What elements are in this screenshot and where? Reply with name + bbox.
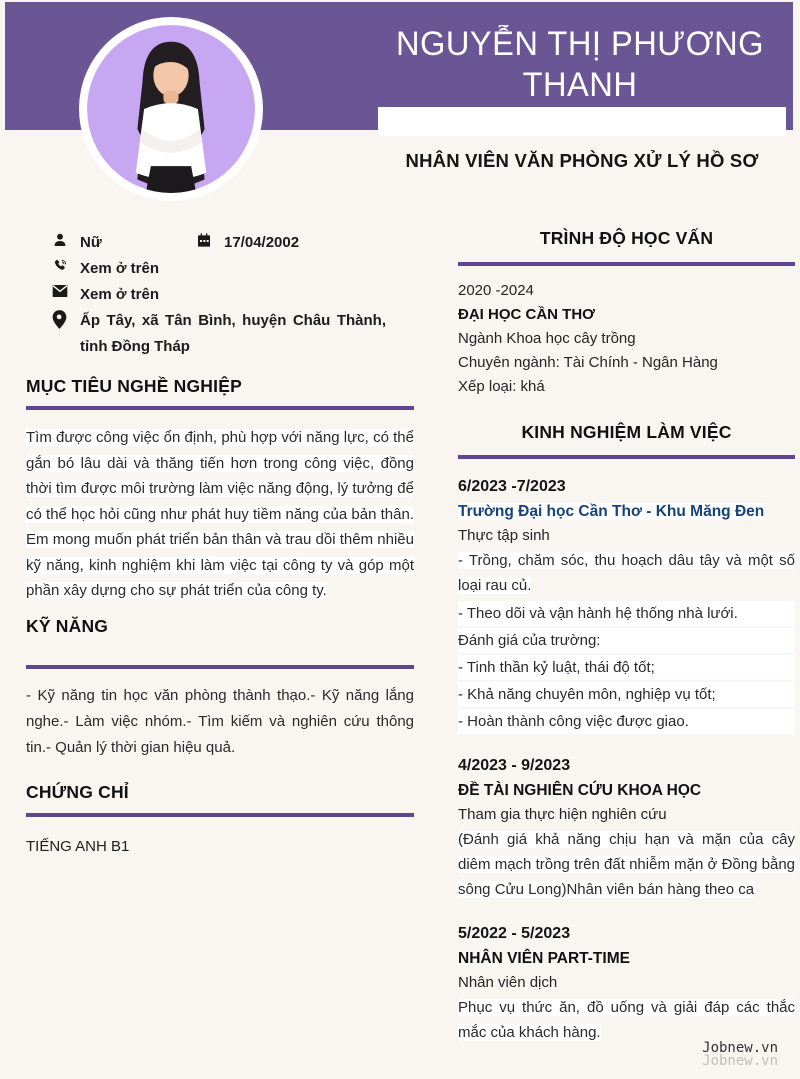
experience-organization: ĐỀ TÀI NGHIÊN CỨU KHOA HỌC — [458, 782, 702, 799]
job-title: NHÂN VIÊN VĂN PHÒNG XỬ LÝ HỒ SƠ — [405, 150, 759, 171]
experience-role: Nhân viên dịch — [458, 974, 558, 991]
experience-detail: Phục vụ thức ăn, đồ uống và giải đáp các thắc mắc của khách hàng. — [458, 999, 795, 1041]
birthday-value: 17/04/2002 — [224, 234, 300, 251]
avatar-photo — [87, 25, 255, 193]
experience-organization: NHÂN VIÊN PART-TIME — [458, 950, 630, 967]
experience-organization-link[interactable]: Trường Đại học Cần Thơ - Khu Măng Đen — [458, 503, 765, 520]
certificate-text: TIẾNG ANH B1 — [26, 837, 130, 855]
experience-period: 4/2023 - 9/2023 — [458, 757, 571, 774]
section-title-certificates: CHỨNG CHỈ — [26, 781, 129, 802]
mail-icon — [52, 282, 80, 298]
info-row-phone — [52, 256, 414, 282]
header-name — [380, 24, 779, 106]
education-period: 2020 -2024 — [458, 282, 534, 299]
detail-line: - Hoàn thành công việc được giao. — [458, 709, 795, 734]
watermark-text: Jobnew.vn — [702, 1040, 778, 1056]
watermark — [702, 1042, 778, 1068]
avatar-illustration — [87, 25, 255, 193]
experience-detail-block — [458, 601, 795, 734]
name-line-2: THANH — [522, 66, 638, 104]
experience-entry — [458, 753, 795, 902]
education-school: ĐẠI HỌC CẦN THƠ — [458, 306, 595, 323]
watermark-shadow-text: Jobnew.vn — [702, 1053, 778, 1069]
calendar-icon — [196, 230, 224, 248]
email-value: Xem ở trên — [80, 286, 160, 303]
section-title-education: TRÌNH ĐỘ HỌC VẤN — [539, 228, 714, 248]
section-divider — [26, 665, 414, 669]
detail-line: Đánh giá của trường: — [458, 628, 795, 653]
address-value: Ấp Tây, xã Tân Bình, huyện Châu Thành, tỉnh Đồng Tháp — [80, 312, 386, 355]
experience-role: Thực tập sinh — [458, 527, 550, 544]
education-specialization: Chuyên ngành: Tài Chính - Ngân Hàng — [458, 354, 718, 371]
section-divider — [26, 813, 414, 817]
header-white-box — [378, 107, 786, 136]
experience-role: Tham gia thực hiện nghiên cứu — [458, 806, 667, 823]
info-row-gender-birthday — [52, 230, 414, 256]
detail-line: - Tinh thần kỷ luật, thái độ tốt; — [458, 655, 795, 680]
section-title-objective: MỤC TIÊU NGHỀ NGHIỆP — [26, 376, 242, 396]
skills-text: - Kỹ năng tin học văn phòng thành thạo.- Kỹ năng lắng nghe.- Làm việc nhóm.- Tìm kiếm và nghiên cứu thông tin.- Quản lý thời gian hiệu quả. — [26, 686, 414, 756]
section-title-experience: KINH NGHIỆM LÀM VIỆC — [521, 422, 732, 442]
phone-value: Xem ở trên — [80, 260, 160, 277]
info-row-address — [52, 308, 414, 360]
location-icon — [52, 308, 80, 329]
phone-icon — [52, 256, 80, 274]
person-icon — [52, 230, 80, 248]
name-line-1: NGUYỄN THỊ PHƯƠNG — [395, 25, 765, 63]
experience-entry — [458, 921, 795, 1045]
education-entry — [458, 279, 795, 399]
gender-value: Nữ — [80, 234, 102, 251]
right-column — [458, 228, 795, 1045]
detail-line: - Theo dõi và vận hành hệ thống nhà lưới. — [458, 601, 795, 626]
experience-period: 5/2022 - 5/2023 — [458, 925, 571, 942]
experience-period: 6/2023 -7/2023 — [458, 478, 566, 495]
section-divider — [26, 406, 414, 410]
personal-info — [26, 230, 414, 360]
section-title-skills: KỸ NĂNG — [26, 615, 109, 636]
objective-text: Tìm được công việc ổn định, phù hợp với năng lực, có thể gắn bó lâu dài và thăng tiến hơn trong công việc, đồng thời tìm được môi trường làm việc năng động, lý tưởng để có thể học hỏi cũng như phát huy tiềm năng của bản thân. Em mong muốn phát triển bản thân và trau dồi thêm nhiều kỹ năng, kinh nghiệm khi làm việc tại công ty và góp một phần xây dựng cho sự phát triển của công ty. — [26, 429, 414, 599]
experience-detail: - Trồng, chăm sóc, thu hoạch dâu tây và một số loại rau củ. — [458, 552, 795, 594]
education-grade: Xếp loại: khá — [458, 378, 545, 395]
education-major: Ngành Khoa học cây trồng — [458, 330, 636, 347]
section-divider — [458, 262, 795, 266]
section-divider — [458, 455, 795, 459]
left-column — [26, 230, 414, 855]
experience-entry — [458, 474, 795, 734]
detail-line: - Khả năng chuyên môn, nghiệp vụ tốt; — [458, 682, 795, 707]
avatar — [79, 17, 263, 201]
info-row-email — [52, 282, 414, 308]
experience-detail: (Đánh giá khả năng chịu hạn và mặn của cây diêm mạch trồng trên đất nhiễm mặn ở Đồng bằng sông Cửu Long)Nhân viên bán hàng theo ca — [458, 831, 795, 898]
